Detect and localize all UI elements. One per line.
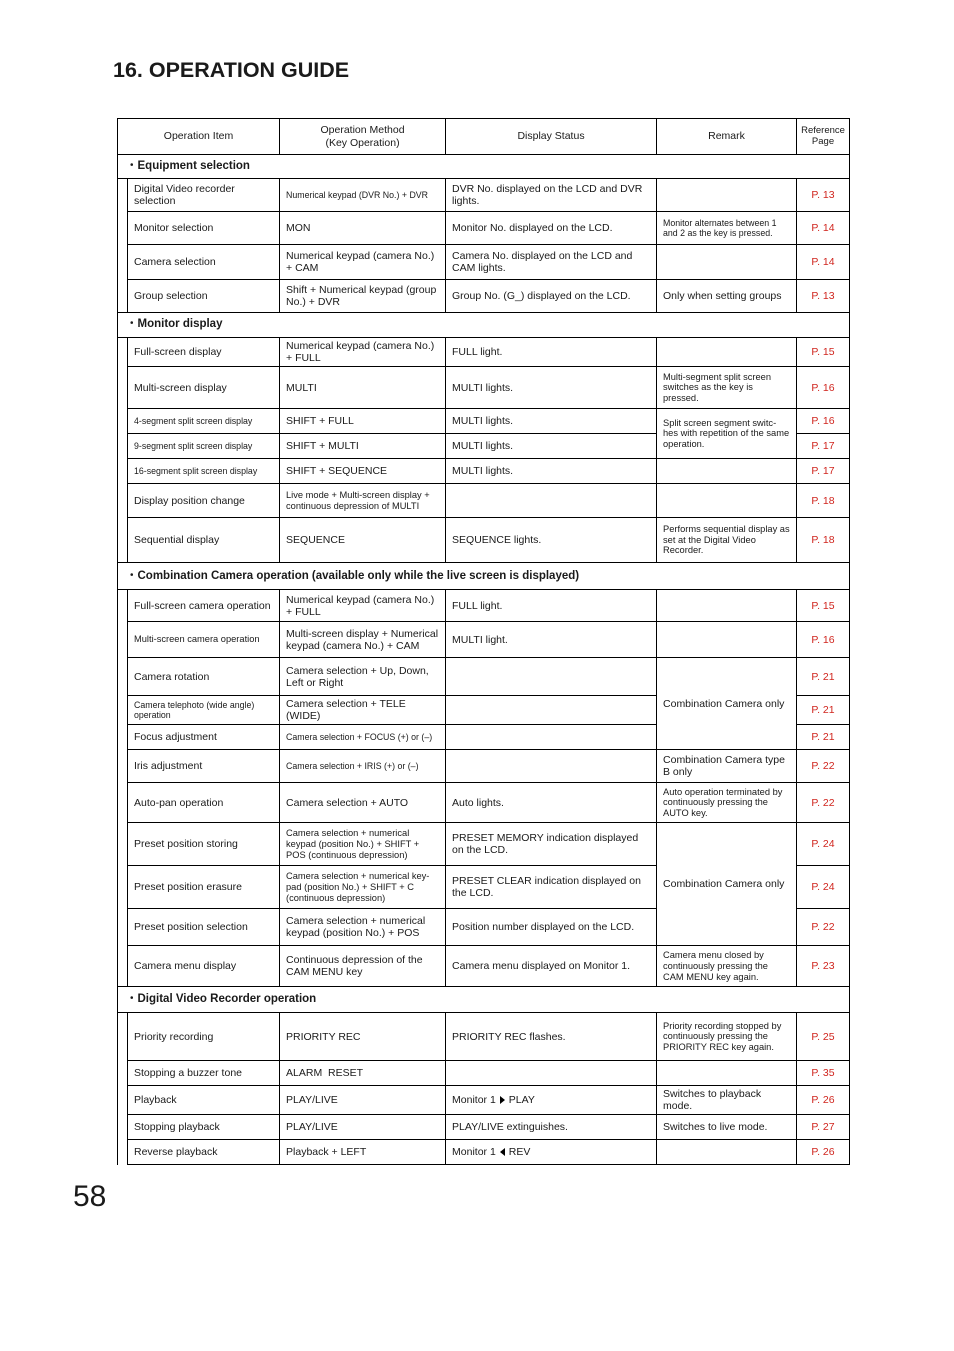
operation-item: Camera menu display xyxy=(128,946,280,987)
remark: Monitor alternates between 1 and 2 as the key is pressed. xyxy=(657,212,797,245)
operation-item: Preset position erasure xyxy=(128,866,280,909)
operation-method: SHIFT + SEQUENCE xyxy=(280,459,446,484)
display-status: PRIORITY REC flashes. xyxy=(446,1013,657,1061)
table-row xyxy=(118,590,850,622)
display-status: MULTI lights. xyxy=(446,459,657,484)
reference-page: P. 21 xyxy=(797,725,850,750)
operation-method: Camera selection + numerical key-pad (position No.) + SHIFT + C (continuous depression) xyxy=(280,866,446,909)
operation-method: Numerical keypad (camera No.) + FULL xyxy=(280,590,446,622)
operation-item: Auto-pan operation xyxy=(128,783,280,823)
display-status: DVR No. displayed on the LCD and DVR lights. xyxy=(446,179,657,212)
operation-method: Playback + LEFT xyxy=(280,1140,446,1165)
display-status: MULTI lights. xyxy=(446,434,657,459)
remark: Performs sequential display as set at the Digital Video Recorder. xyxy=(657,518,797,563)
display-status xyxy=(446,696,657,725)
table-row xyxy=(118,823,850,866)
operation-method: SHIFT + FULL xyxy=(280,409,446,434)
remark: Camera menu closed by continuously pressing the CAM MENU key again. xyxy=(657,946,797,987)
operation-item: 16-segment split screen display xyxy=(128,459,280,484)
remark xyxy=(657,459,797,484)
reference-page: P. 21 xyxy=(797,658,850,696)
table-row xyxy=(118,245,850,280)
operation-method: Camera selection + TELE (WIDE) xyxy=(280,696,446,725)
remark: Priority recording stopped by continuously pressing the PRIORITY REC key again. xyxy=(657,1013,797,1061)
play-triangle-icon xyxy=(500,1096,505,1104)
table-row xyxy=(118,338,850,367)
table-row xyxy=(118,946,850,987)
remark xyxy=(657,1061,797,1086)
reference-page: P. 13 xyxy=(797,179,850,212)
display-status: Position number displayed on the LCD. xyxy=(446,909,657,946)
operation-method: Camera selection + FOCUS (+) or (–) xyxy=(280,725,446,750)
operation-item: Priority recording xyxy=(128,1013,280,1061)
operation-item: Camera telephoto (wide angle) operation xyxy=(128,696,280,725)
operation-method: Continuous depression of the CAM MENU key xyxy=(280,946,446,987)
operation-item: Full-screen camera operation xyxy=(128,590,280,622)
reference-page: P. 26 xyxy=(797,1140,850,1165)
operation-item: Stopping a buzzer tone xyxy=(128,1061,280,1086)
table-row xyxy=(118,1086,850,1115)
section-equipment-selection: ・Equipment selection xyxy=(118,155,850,179)
display-status: PRESET CLEAR indication displayed on the LCD. xyxy=(446,866,657,909)
display-status xyxy=(446,725,657,750)
operation-method: Live mode + Multi-screen display + continuous depression of MULTI xyxy=(280,484,446,518)
operation-method: Camera selection + IRIS (+) or (–) xyxy=(280,750,446,783)
display-status: Camera No. displayed on the LCD and CAM lights. xyxy=(446,245,657,280)
operation-method: Numerical keypad (camera No.) + FULL xyxy=(280,338,446,367)
operation-item: Digital Video recorder selection xyxy=(128,179,280,212)
header-display-status: Display Status xyxy=(446,119,657,155)
display-status: PRESET MEMORY indication displayed on the LCD. xyxy=(446,823,657,866)
operation-method: MON xyxy=(280,212,446,245)
reverse-triangle-icon xyxy=(500,1148,505,1156)
remark xyxy=(657,338,797,367)
operation-method: PLAY/LIVE xyxy=(280,1086,446,1115)
remark xyxy=(657,590,797,622)
table-row xyxy=(118,1115,850,1140)
remark xyxy=(657,245,797,280)
reference-page: P. 18 xyxy=(797,484,850,518)
header-reference-page: Reference Page xyxy=(797,119,850,155)
operation-item: Display position change xyxy=(128,484,280,518)
display-status xyxy=(446,1061,657,1086)
table-row xyxy=(118,459,850,484)
remark: Auto operation terminated by continuously pressing the AUTO key. xyxy=(657,783,797,823)
page-number: 58 xyxy=(73,1180,107,1213)
display-status xyxy=(446,484,657,518)
table-row xyxy=(118,179,850,212)
reference-page: P. 16 xyxy=(797,367,850,409)
display-status: MULTI lights. xyxy=(446,367,657,409)
remark xyxy=(657,179,797,212)
operation-item: Sequential display xyxy=(128,518,280,563)
operation-item: 9-segment split screen display xyxy=(128,434,280,459)
section-dvr-operation: ・Digital Video Recorder operation xyxy=(118,987,850,1013)
remark: Multi-segment split screen switches as the key is pressed. xyxy=(657,367,797,409)
reference-page: P. 16 xyxy=(797,409,850,434)
operation-guide-table xyxy=(117,118,850,1165)
header-remark: Remark xyxy=(657,119,797,155)
display-status: FULL light. xyxy=(446,590,657,622)
reference-page: P. 24 xyxy=(797,866,850,909)
display-status: PLAY/LIVE extinguishes. xyxy=(446,1115,657,1140)
reference-page: P. 13 xyxy=(797,280,850,313)
reference-page: P. 15 xyxy=(797,338,850,367)
operation-item: Playback xyxy=(128,1086,280,1115)
section-combination-camera-operation: ・Combination Camera operation (available only while the live screen is displayed) xyxy=(118,563,850,590)
reference-page: P. 22 xyxy=(797,750,850,783)
operation-item: Full-screen display xyxy=(128,338,280,367)
display-status xyxy=(446,750,657,783)
remark: Combination Camera only xyxy=(657,823,797,946)
operation-item: Camera rotation xyxy=(128,658,280,696)
operation-item: Stopping playback xyxy=(128,1115,280,1140)
table-row xyxy=(118,367,850,409)
reference-page: P. 26 xyxy=(797,1086,850,1115)
reference-page: P. 22 xyxy=(797,783,850,823)
operation-item: Preset position selection xyxy=(128,909,280,946)
table-row xyxy=(118,212,850,245)
operation-method: MULTI xyxy=(280,367,446,409)
reference-page: P. 16 xyxy=(797,622,850,658)
reference-page: P. 14 xyxy=(797,212,850,245)
table-row xyxy=(118,1061,850,1086)
display-status: MULTI light. xyxy=(446,622,657,658)
table-row xyxy=(118,280,850,313)
display-status: FULL light. xyxy=(446,338,657,367)
section-monitor-display: ・Monitor display xyxy=(118,313,850,338)
operation-item: Iris adjustment xyxy=(128,750,280,783)
display-status: Auto lights. xyxy=(446,783,657,823)
reference-page: P. 35 xyxy=(797,1061,850,1086)
display-status xyxy=(446,658,657,696)
remark: Only when setting groups xyxy=(657,280,797,313)
display-status: Group No. (G_) displayed on the LCD. xyxy=(446,280,657,313)
display-status: SEQUENCE lights. xyxy=(446,518,657,563)
operation-item: Camera selection xyxy=(128,245,280,280)
operation-method: SHIFT + MULTI xyxy=(280,434,446,459)
operation-method: Numerical keypad (DVR No.) + DVR xyxy=(280,179,446,212)
operation-method: SEQUENCE xyxy=(280,518,446,563)
operation-item: 4-segment split screen display xyxy=(128,409,280,434)
reference-page: P. 22 xyxy=(797,909,850,946)
page-title: 16. OPERATION GUIDE xyxy=(113,58,350,82)
display-status: Camera menu displayed on Monitor 1. xyxy=(446,946,657,987)
display-status: MULTI lights. xyxy=(446,409,657,434)
remark xyxy=(657,484,797,518)
table-row xyxy=(118,518,850,563)
table-row xyxy=(118,409,850,434)
operation-method: PLAY/LIVE xyxy=(280,1115,446,1140)
remark xyxy=(657,622,797,658)
operation-item: Reverse playback xyxy=(128,1140,280,1165)
remark xyxy=(657,1140,797,1165)
operation-item: Group selection xyxy=(128,280,280,313)
operation-method: ALARM RESET xyxy=(280,1061,446,1086)
remark: Split screen segment switc-hes with repetition of the same operation. xyxy=(657,409,797,459)
operation-item: Focus adjustment xyxy=(128,725,280,750)
remark: Switches to playback mode. xyxy=(657,1086,797,1115)
operation-item: Multi-screen display xyxy=(128,367,280,409)
remark: Combination Camera type B only xyxy=(657,750,797,783)
operation-method: Camera selection + numerical keypad (position No.) + POS xyxy=(280,909,446,946)
table-header-row xyxy=(118,119,850,155)
reference-page: P. 23 xyxy=(797,946,850,987)
table-row xyxy=(118,1013,850,1061)
reference-page: P. 18 xyxy=(797,518,850,563)
display-status: Monitor 1 REV xyxy=(446,1140,657,1165)
reference-page: P. 17 xyxy=(797,434,850,459)
table-row xyxy=(118,484,850,518)
header-operation-method: Operation Method (Key Operation) xyxy=(280,119,446,155)
reference-page: P. 21 xyxy=(797,696,850,725)
reference-page: P. 27 xyxy=(797,1115,850,1140)
operation-method: PRIORITY REC xyxy=(280,1013,446,1061)
operation-method: Shift + Numerical keypad (group No.) + DVR xyxy=(280,280,446,313)
operation-method: Camera selection + numerical keypad (position No.) + SHIFT + POS (continuous depression) xyxy=(280,823,446,866)
display-status: Monitor 1 PLAY xyxy=(446,1086,657,1115)
display-status: Monitor No. displayed on the LCD. xyxy=(446,212,657,245)
table-row xyxy=(118,622,850,658)
table-row xyxy=(118,750,850,783)
operation-method: Multi-screen display + Numerical keypad (camera No.) + CAM xyxy=(280,622,446,658)
operation-item: Preset position storing xyxy=(128,823,280,866)
operation-item: Monitor selection xyxy=(128,212,280,245)
operation-method: Numerical keypad (camera No.) + CAM xyxy=(280,245,446,280)
remark: Switches to live mode. xyxy=(657,1115,797,1140)
reference-page: P. 14 xyxy=(797,245,850,280)
table-row xyxy=(118,783,850,823)
remark: Combination Camera only xyxy=(657,658,797,750)
header-operation-item: Operation Item xyxy=(118,119,280,155)
reference-page: P. 25 xyxy=(797,1013,850,1061)
reference-page: P. 15 xyxy=(797,590,850,622)
reference-page: P. 17 xyxy=(797,459,850,484)
reference-page: P. 24 xyxy=(797,823,850,866)
operation-method: Camera selection + AUTO xyxy=(280,783,446,823)
operation-item: Multi-screen camera operation xyxy=(128,622,280,658)
table-row xyxy=(118,1140,850,1165)
operation-method: Camera selection + Up, Down, Left or Right xyxy=(280,658,446,696)
table-row xyxy=(118,658,850,696)
